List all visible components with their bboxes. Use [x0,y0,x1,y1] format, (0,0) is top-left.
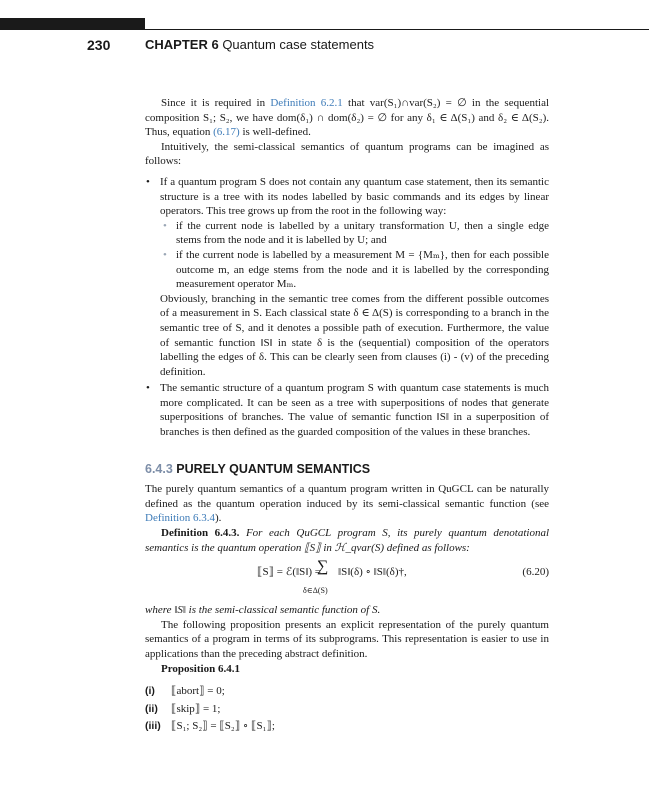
paragraph-proposition-intro: The following proposition presents an explicit representation of the purely quantum semantics of a program in terms of its subprograms. This representation is easier to use in applications than the preceding abstract definition. [145,618,549,660]
definition-6-4-3 [145,526,549,555]
item-text: ⟦abort⟧ = 0; [171,685,225,698]
sub-bullet-unitary: • if the current node is labelled by a unitary transformation U, then a single edge stems from the node and it is labelled by U; and [160,219,549,248]
header-bar [0,18,145,30]
sum-subscript: δ∈Δ(S) [303,586,328,596]
chapter-title: Quantum case statements [222,37,375,52]
bullet-explanation: Obviously, branching in the semantic tree comes from the different possible outcomes of a measurement in S. Each classical state δ ∈ Δ(S) is corresponding to a branch in the semantic tree of S, and it denotes a possible path of execution. Furthermore, the value of semantic function ‖S‖ in state δ is the (sequential) composition of the operators labelling the edges of δ. This can be clearly seen from clauses (i) - (v) of the preceding definition. [160,292,549,378]
chapter-label: CHAPTER 6 [145,37,219,52]
bullet-with-case-statement: • The semantic structure of a quantum program S with quantum case statements is much more complicated. It can be seen as a tree with superpositions of nodes that generate superpositions of branches. The value of semantic function ‖S‖ in a superposition of branches is then defined as the guarded composition of the values in these branches. [145,381,549,439]
paragraph-well-defined [145,96,549,140]
bullet-no-case-statement [145,175,549,379]
definition-6-3-4-link[interactable]: Definition 6.3.4 [145,512,215,525]
proposition-item [145,719,549,734]
definition-6-2-1-link[interactable]: Definition 6.2.1 [270,97,343,109]
definition-label: Definition 6.4.3. [161,527,240,540]
text: ). [214,512,222,525]
sum-symbol: ∑ [317,558,329,576]
item-label: (i) [145,685,155,698]
text: The purely quantum semantics of a quantum program written in QuGCL can be naturally defined as the quantum operation induced by its semi-classical semantic function (see [145,483,549,510]
chapter-heading [145,37,374,52]
header-rule [145,29,649,30]
equation-rhs: ‖S‖(δ) ∘ ‖S‖(δ)†, [338,566,407,579]
paragraph-purely-quantum [145,482,549,526]
where-clause [145,603,549,618]
definition-text: For each QuGCL program S, its purely quantum denotational semantics is the quantum operation ⟦S⟧ in ℋ_qvar(S) defined as follows: [145,527,550,554]
running-header [0,37,649,55]
text: Since it is required in [161,97,271,109]
text: is well-defined. [239,126,311,139]
bullet-intro: • If a quantum program S does not contain any quantum case statement, then its semantic structure is a tree with its nodes labelled by basic commands and its edges by linear operators. This tree grows up from the root in the following way: [160,175,549,218]
sub-bullet-list [160,219,549,292]
sub-bullet-measurement: • if the current node is labelled by a measurement M = {Mₘ}, then for each possible outcome m, an edge stems from the node and it is labelled by the corresponding measurement operator Mₘ. [160,248,549,292]
paragraph-intuition: Intuitively, the semi-classical semantics of quantum programs can be imagined as follows: [145,140,549,168]
where-text: where ‖S‖ is the semi-classical semantic function of S. [145,604,381,617]
proposition-label: Proposition 6.4.1 [161,662,240,675]
page-number: 230 [87,37,111,53]
section-title: PURELY QUANTUM SEMANTICS [176,461,371,476]
equation-number: (6.20) [522,566,549,579]
equation-6-17-link[interactable]: (6.17) [213,126,240,139]
item-label: (ii) [145,702,158,715]
equation-6-20 [145,558,549,603]
section-number: 6.4.3 [145,461,173,476]
item-text: ⟦skip⟧ = 1; [171,702,221,715]
proposition-items [145,684,549,734]
equation-lhs: ⟦S⟧ = ℰ(‖S‖) = [257,566,321,579]
proposition-item [145,702,549,717]
page-body [145,96,549,737]
section-heading [145,462,549,477]
text: that var(S₁)∩var(S₂) = ∅ in the sequential composition S₁; S₂, we have dom(δ₁) ∩ dom(δ₂) = ∅ for any δ₁ ∈ Δ(S₁) and δ₂ ∈ Δ(S₂). Thus, equation [145,97,550,139]
item-label: (iii) [145,720,161,733]
item-text: ⟦S₁; S₂⟧ = ⟦S₂⟧ ∘ ⟦S₁⟧; [171,720,275,733]
proposition-item [145,684,549,699]
bullet-list [145,175,549,440]
